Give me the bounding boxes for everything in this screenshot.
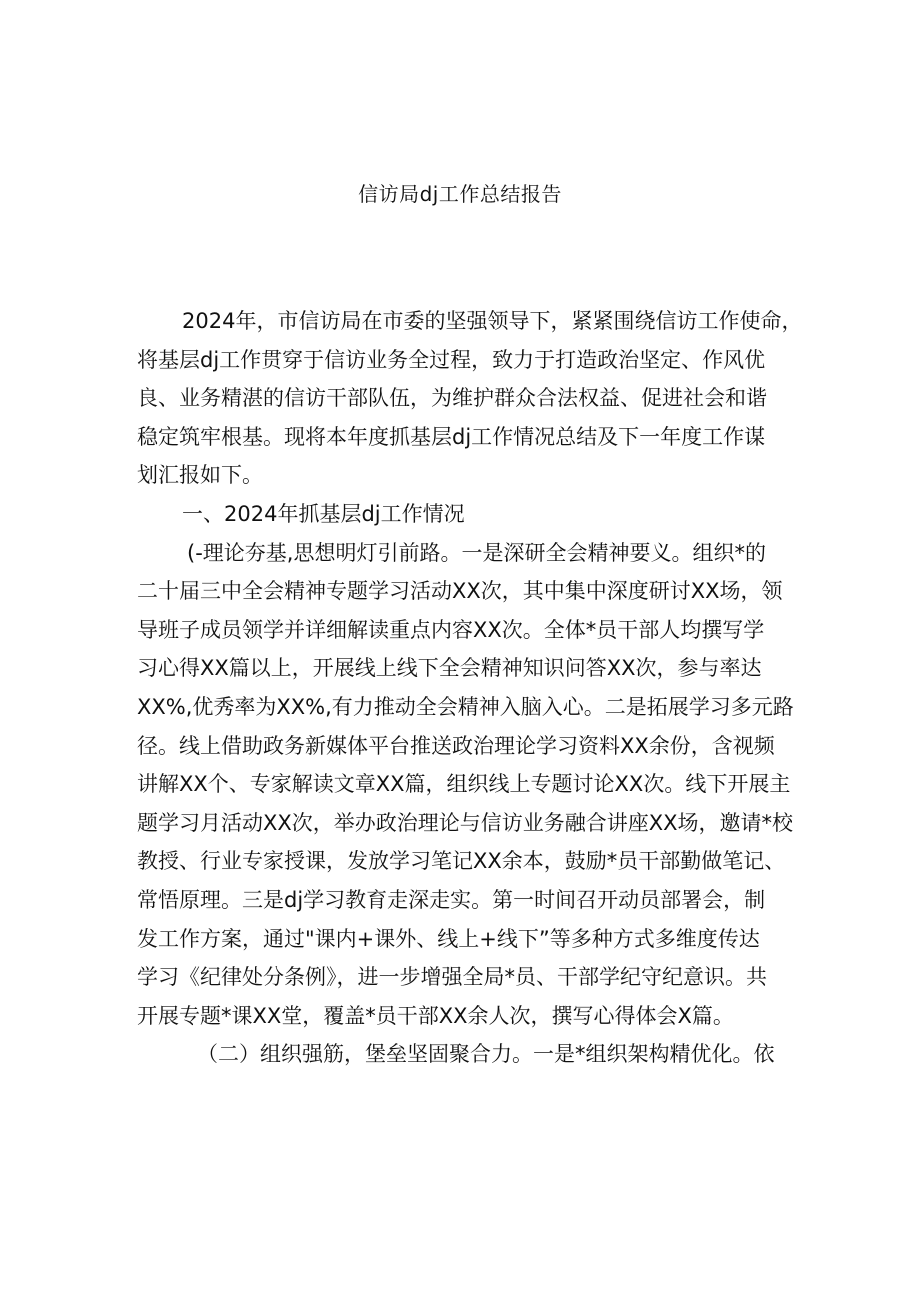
paragraph-2-line-7: 讲解XX个、专家解读文章XX篇，组织线上专题讨论XX次。线下开展主 bbox=[137, 772, 791, 797]
paragraph-2-line-12: 学习《纪律处分条例》，进一步增强全局*员、干部学纪守纪意识。共 bbox=[137, 965, 767, 990]
paragraph-1-line-3: 良、业务精湛的信访干部队伍，为维护群众合法权益、促进社会和谐 bbox=[137, 386, 767, 411]
paragraph-1-line-4: 稳定筑牢根基。现将本年度抓基层dj工作情况总结及下一年度工作谋 bbox=[137, 424, 766, 449]
paragraph-2-line-6: 径。线上借助政务新媒体平台推送政治理论学习资料XX余份，含视频 bbox=[137, 733, 775, 758]
paragraph-3-line-1: （二）组织强筋，堡垒坚固聚合力。一是*组织架构精优化。依 bbox=[197, 1042, 775, 1067]
paragraph-2-line-2: 二十届三中全会精神专题学习活动XX次，其中集中深度研讨XX场，领 bbox=[137, 579, 783, 604]
paragraph-1-line-2: 将基层dj工作贯穿于信访业务全过程，致力于打造政治坚定、作风优 bbox=[137, 347, 766, 372]
paragraph-2-line-1: (-理论夯基,思想明灯引前路。一是深研全会精神要义。组织*的 bbox=[187, 540, 766, 565]
paragraph-2-line-13: 开展专题*课XX堂，覆盖*员干部XX余人次，撰写心得体会X篇。 bbox=[137, 1003, 734, 1028]
paragraph-2-line-5: XX%,优秀率为XX%,有力推动全会精神入脑入心。二是拓展学习多元路 bbox=[137, 694, 794, 719]
section-heading-1: 一、2024年抓基层dj工作情况 bbox=[182, 501, 465, 526]
paragraph-2-line-8: 题学习月活动XX次，举办政治理论与信访业务融合讲座XX场，邀请*校 bbox=[137, 810, 794, 835]
paragraph-2-line-10: 常悟原理。三是dj学习教育走深走实。第一时间召开动员部署会，制 bbox=[137, 887, 766, 912]
paragraph-2-line-11: 发工作方案，通过"课内+课外、线上+线下”等多种方式多维度传达 bbox=[137, 926, 760, 951]
document-title: 信访局dj工作总结报告 bbox=[358, 182, 562, 206]
document-body bbox=[137, 302, 803, 1074]
paragraph-1-line-1: 2024年，市信访局在市委的坚强领导下，紧紧围绕信访工作使命， bbox=[182, 309, 803, 333]
paragraph-2-line-9: 教授、行业专家授课，发放学习笔记XX余本，鼓励*员干部勤做笔记、 bbox=[137, 849, 786, 874]
paragraph-1-line-5: 划汇报如下。 bbox=[137, 463, 263, 488]
paragraph-2-line-3: 导班子成员领学并详细解读重点内容XX次。全体*员干部人均撰写学 bbox=[137, 617, 765, 642]
paragraph-2-line-4: 习心得XX篇以上，开展线上线下全会精神知识问答XX次，参与率达 bbox=[137, 656, 762, 681]
